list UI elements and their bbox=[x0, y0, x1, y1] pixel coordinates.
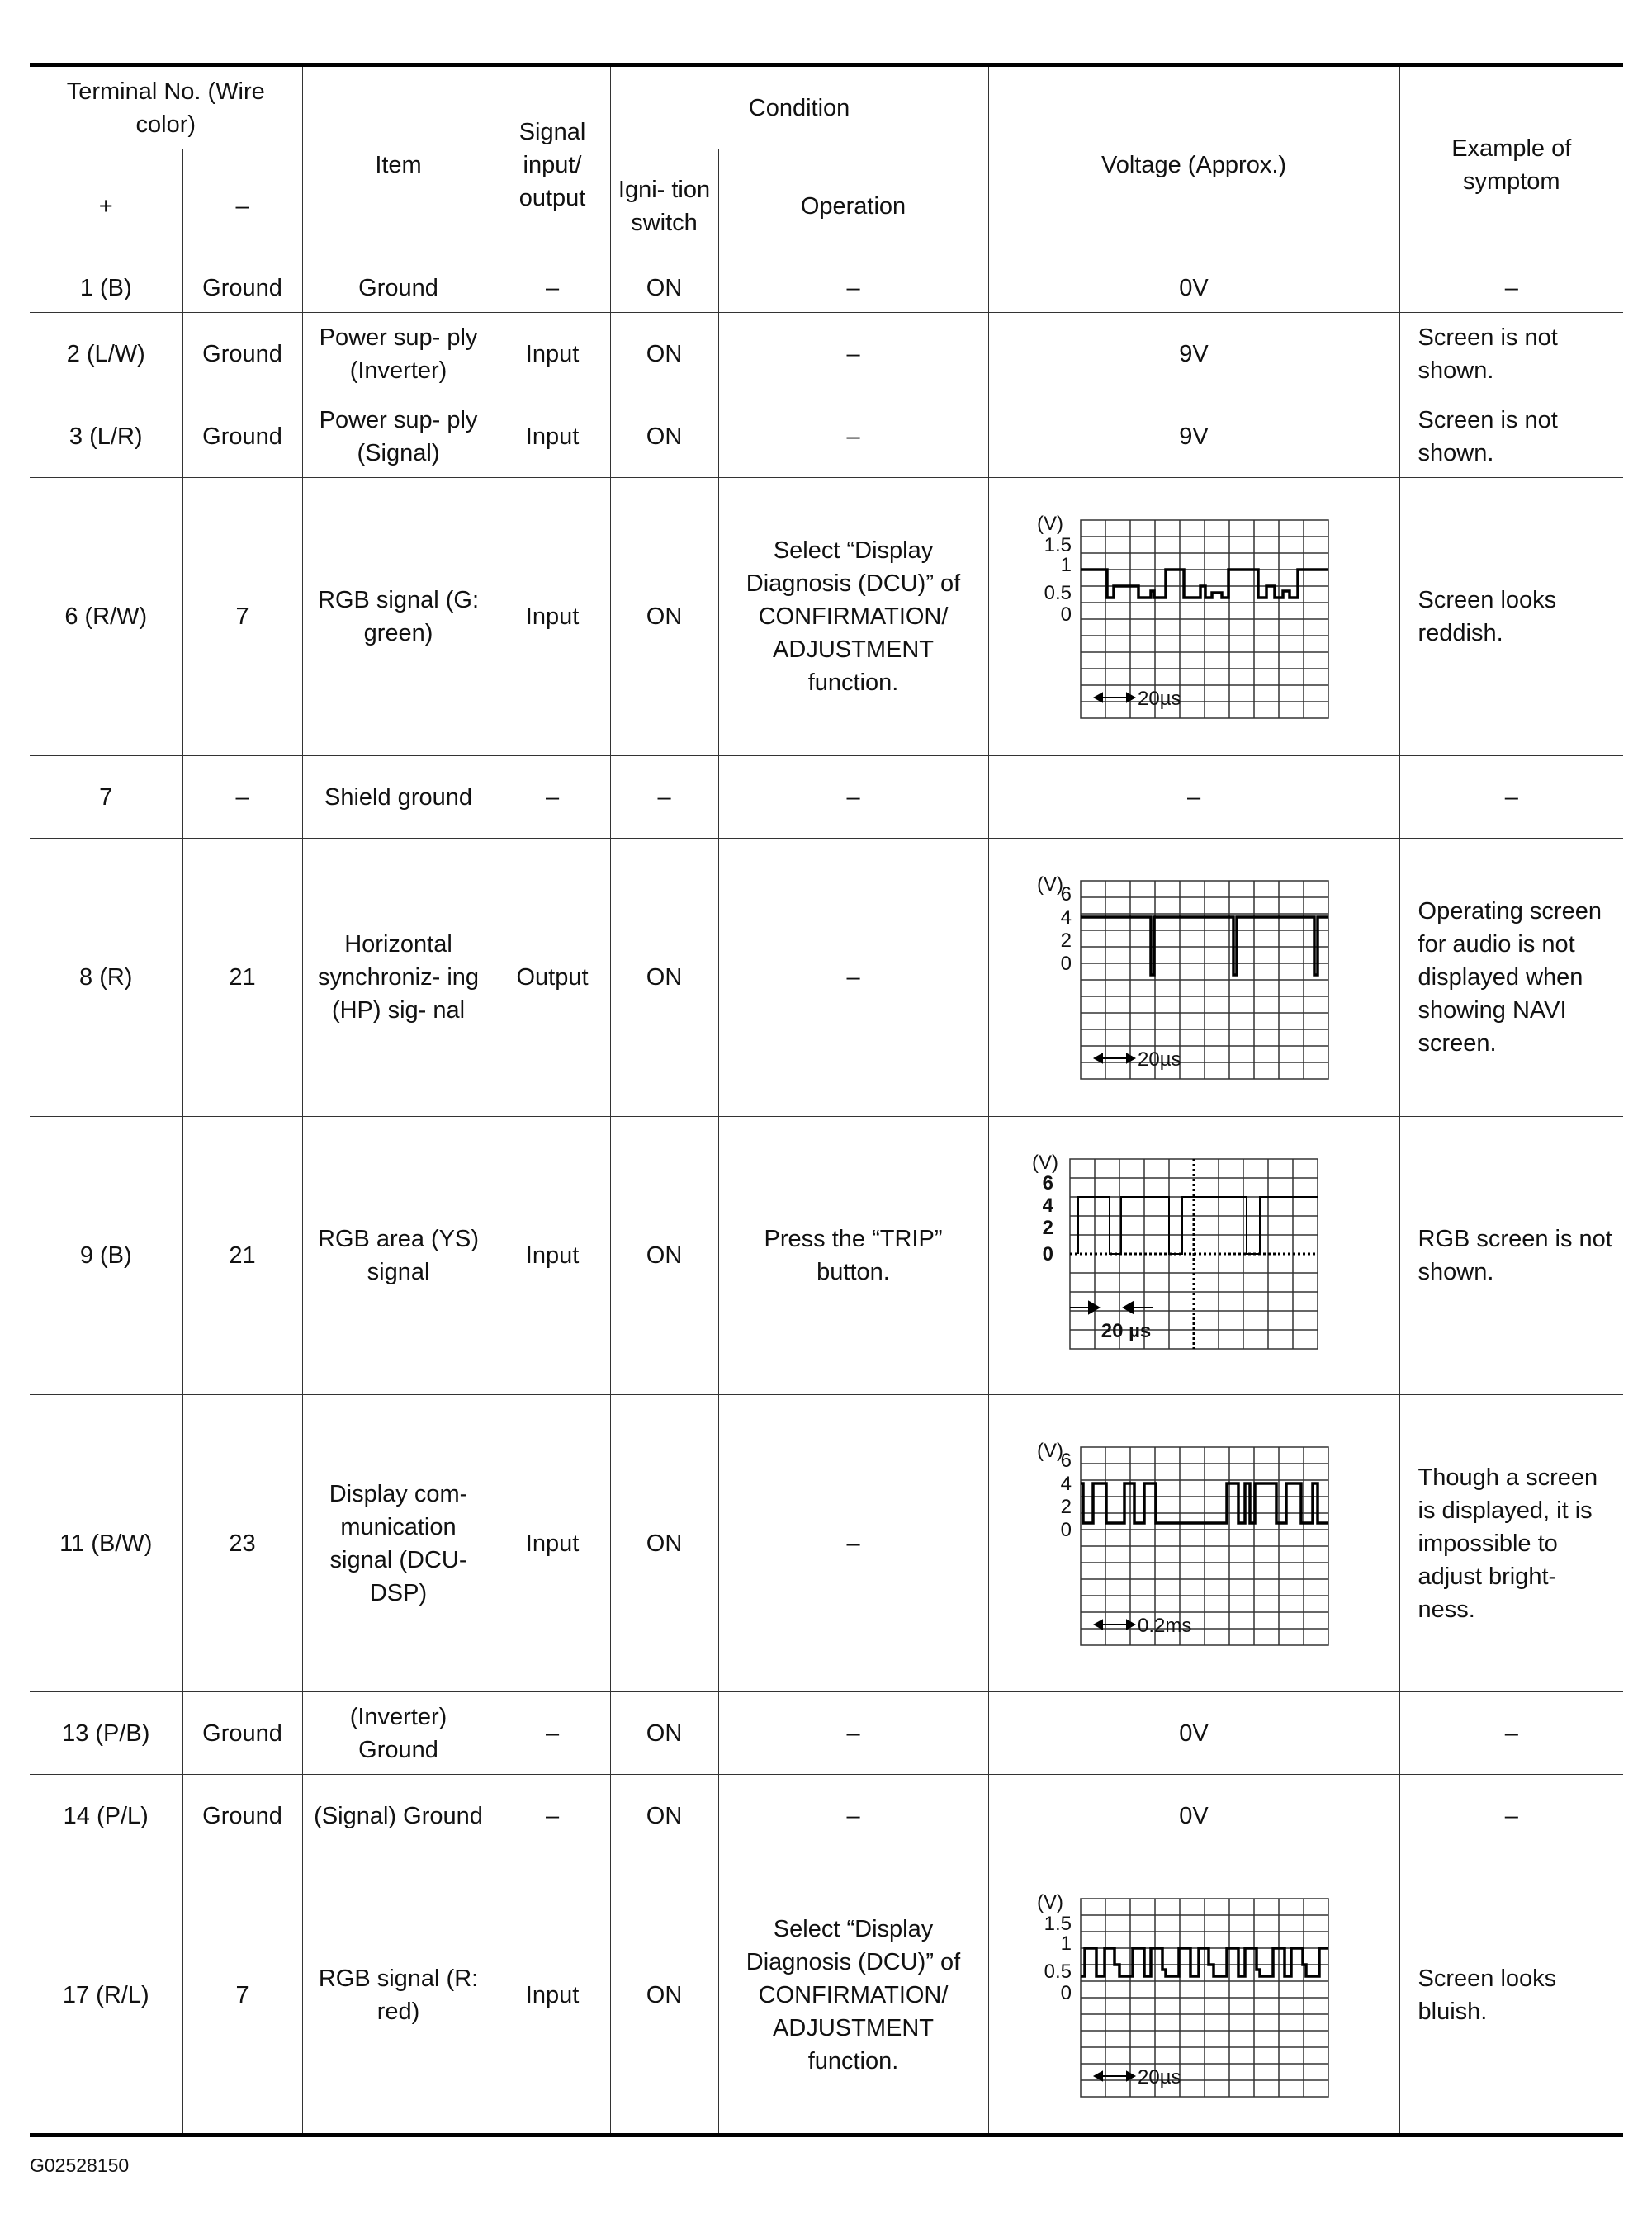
table-row bbox=[30, 1775, 1623, 1857]
scope-tick: 2 bbox=[1060, 930, 1072, 952]
ignition: ON bbox=[610, 478, 718, 756]
table-row bbox=[30, 1117, 1623, 1395]
header-item: Item bbox=[302, 65, 495, 263]
item: Horizontal synchroniz- ing (HP) sig- nal bbox=[302, 839, 495, 1117]
scope-tick: 1.5 bbox=[1044, 534, 1072, 556]
scope-tick: 6 bbox=[1060, 883, 1072, 906]
item: Power sup- ply (Signal) bbox=[302, 395, 495, 478]
terminal-plus: 6 (R/W) bbox=[30, 478, 182, 756]
item: (Inverter) Ground bbox=[302, 1692, 495, 1775]
operation: – bbox=[718, 263, 988, 313]
signal-io: Input bbox=[495, 1395, 610, 1692]
table-row bbox=[30, 1692, 1623, 1775]
signal-io: – bbox=[495, 1692, 610, 1775]
table-row bbox=[30, 839, 1623, 1117]
operation: Press the “TRIP” button. bbox=[718, 1117, 988, 1395]
scope-time-label: 20µs bbox=[1138, 688, 1181, 710]
figure-code: G02528150 bbox=[30, 2155, 130, 2176]
signal-io: Input bbox=[495, 395, 610, 478]
operation: – bbox=[718, 839, 988, 1117]
scope-tick: 1 bbox=[1060, 1932, 1072, 1955]
operation: – bbox=[718, 1395, 988, 1692]
scope-tick: 4 bbox=[1060, 1472, 1072, 1495]
ignition: ON bbox=[610, 1857, 718, 2136]
signal-io: Input bbox=[495, 313, 610, 395]
terminal-plus: 1 (B) bbox=[30, 263, 182, 313]
signal-io: – bbox=[495, 1775, 610, 1857]
scope-unit-label: (V) bbox=[1032, 1152, 1059, 1174]
scope-grid bbox=[1081, 1899, 1328, 2097]
oscilloscope-waveform-g-green bbox=[1029, 505, 1359, 728]
time-scale-arrow bbox=[1095, 1054, 1134, 1062]
voltage: 9V bbox=[988, 313, 1399, 395]
ignition: ON bbox=[610, 1117, 718, 1395]
scope-unit-label: (V) bbox=[1037, 1891, 1064, 1913]
signal-io: Input bbox=[495, 1117, 610, 1395]
header-plus: + bbox=[30, 149, 182, 263]
terminal-plus: 13 (P/B) bbox=[30, 1692, 182, 1775]
scope-tick: 4 bbox=[1042, 1194, 1054, 1217]
signal-io: Input bbox=[495, 1857, 610, 2136]
signal-io: Input bbox=[495, 478, 610, 756]
voltage-waveform-cell bbox=[988, 1857, 1399, 2136]
symptom: Screen is not shown. bbox=[1399, 395, 1623, 478]
table-row bbox=[30, 395, 1623, 478]
header-minus: – bbox=[182, 149, 302, 263]
table-row bbox=[30, 478, 1623, 756]
scope-time-label: 20 µs bbox=[1101, 1320, 1152, 1342]
scope-tick: 0 bbox=[1042, 1243, 1054, 1265]
item: RGB signal (G: green) bbox=[302, 478, 495, 756]
terminal-plus: 9 (B) bbox=[30, 1117, 182, 1395]
symptom: – bbox=[1399, 1775, 1623, 1857]
scope-tick: 4 bbox=[1060, 906, 1072, 929]
symptom: – bbox=[1399, 1692, 1623, 1775]
oscilloscope-waveform-dcu-dsp bbox=[1029, 1432, 1359, 1655]
terminal-minus: Ground bbox=[182, 1775, 302, 1857]
symptom: Screen is not shown. bbox=[1399, 313, 1623, 395]
header-voltage: Voltage (Approx.) bbox=[988, 65, 1399, 263]
operation: – bbox=[718, 1692, 988, 1775]
voltage-waveform-cell bbox=[988, 839, 1399, 1117]
table-row bbox=[30, 1857, 1623, 2136]
scope-unit-label: (V) bbox=[1037, 873, 1064, 896]
operation: Select “Display Diagnosis (DCU)” of CONFIRMATION/ ADJUSTMENT function. bbox=[718, 1857, 988, 2136]
voltage-waveform-cell bbox=[988, 1395, 1399, 1692]
voltage: – bbox=[988, 756, 1399, 839]
terminal-plus: 3 (L/R) bbox=[30, 395, 182, 478]
header-terminal: Terminal No. (Wire color) bbox=[30, 65, 302, 149]
scope-unit-label: (V) bbox=[1037, 1439, 1064, 1462]
table-row bbox=[30, 1395, 1623, 1692]
scope-tick: 0.5 bbox=[1044, 1961, 1072, 1983]
terminal-minus: Ground bbox=[182, 1692, 302, 1775]
voltage: 0V bbox=[988, 1775, 1399, 1857]
symptom: Though a screen is displayed, it is impossible to adjust bright- ness. bbox=[1399, 1395, 1623, 1692]
terminal-minus: 21 bbox=[182, 1117, 302, 1395]
ignition: ON bbox=[610, 263, 718, 313]
oscilloscope-waveform-hp bbox=[1029, 866, 1359, 1089]
header-condition: Condition bbox=[610, 65, 988, 149]
time-scale-arrow bbox=[1095, 2072, 1134, 2080]
ignition: ON bbox=[610, 1775, 718, 1857]
symptom: – bbox=[1399, 756, 1623, 839]
item: Display com- munication signal (DCU-DSP) bbox=[302, 1395, 495, 1692]
header-ignition-switch: Igni- tion switch bbox=[610, 149, 718, 263]
scope-tick: 1 bbox=[1060, 554, 1072, 576]
item: (Signal) Ground bbox=[302, 1775, 495, 1857]
voltage: 0V bbox=[988, 263, 1399, 313]
time-scale-arrow bbox=[1095, 1620, 1134, 1629]
item: Shield ground bbox=[302, 756, 495, 839]
item: RGB area (YS) signal bbox=[302, 1117, 495, 1395]
scope-tick: 0 bbox=[1060, 1518, 1072, 1541]
scope-tick: 6 bbox=[1060, 1449, 1072, 1472]
header-symptom: Example of symptom bbox=[1399, 65, 1623, 263]
ignition: ON bbox=[610, 395, 718, 478]
voltage-waveform-cell bbox=[988, 478, 1399, 756]
scope-time-label: 20µs bbox=[1138, 1048, 1181, 1071]
terminal-minus: Ground bbox=[182, 395, 302, 478]
voltage-waveform-cell bbox=[988, 1117, 1399, 1395]
scope-tick: 0.5 bbox=[1044, 582, 1072, 604]
table-row bbox=[30, 263, 1623, 313]
symptom: Screen looks reddish. bbox=[1399, 478, 1623, 756]
header-operation: Operation bbox=[718, 149, 988, 263]
terminal-minus: Ground bbox=[182, 313, 302, 395]
terminal-plus: 17 (R/L) bbox=[30, 1857, 182, 2136]
scope-tick: 0 bbox=[1060, 953, 1072, 975]
scope-tick: 0 bbox=[1060, 603, 1072, 626]
ignition: ON bbox=[610, 839, 718, 1117]
signal-io: Output bbox=[495, 839, 610, 1117]
symptom: RGB screen is not shown. bbox=[1399, 1117, 1623, 1395]
waveform-trace bbox=[1078, 1197, 1318, 1254]
operation: Select “Display Diagnosis (DCU)” of CONFIRMATION/ ADJUSTMENT function. bbox=[718, 478, 988, 756]
scope-tick: 2 bbox=[1042, 1217, 1054, 1239]
terminal-minus: – bbox=[182, 756, 302, 839]
operation: – bbox=[718, 395, 988, 478]
ignition: ON bbox=[610, 313, 718, 395]
terminal-plus: 14 (P/L) bbox=[30, 1775, 182, 1857]
terminal-minus: 21 bbox=[182, 839, 302, 1117]
terminal-spec-table bbox=[30, 63, 1623, 2137]
terminal-minus: 23 bbox=[182, 1395, 302, 1692]
oscilloscope-waveform-r-red bbox=[1029, 1884, 1359, 2107]
scope-grid bbox=[1081, 881, 1328, 1079]
ignition: ON bbox=[610, 1692, 718, 1775]
symptom: Screen looks bluish. bbox=[1399, 1857, 1623, 2136]
operation: – bbox=[718, 313, 988, 395]
terminal-plus: 7 bbox=[30, 756, 182, 839]
terminal-minus: Ground bbox=[182, 263, 302, 313]
operation: – bbox=[718, 756, 988, 839]
scope-grid bbox=[1081, 1447, 1328, 1645]
symptom: – bbox=[1399, 263, 1623, 313]
scope-tick: 2 bbox=[1060, 1495, 1072, 1518]
table-row bbox=[30, 756, 1623, 839]
time-scale-arrow bbox=[1070, 1302, 1153, 1313]
item: Ground bbox=[302, 263, 495, 313]
ignition: ON bbox=[610, 1395, 718, 1692]
scope-time-label: 20µs bbox=[1138, 2066, 1181, 2088]
scope-tick: 1.5 bbox=[1044, 1913, 1072, 1935]
item: RGB signal (R: red) bbox=[302, 1857, 495, 2136]
symptom: Operating screen for audio is not displayed when showing NAVI screen. bbox=[1399, 839, 1623, 1117]
oscilloscope-waveform-ys bbox=[1029, 1144, 1359, 1367]
scope-time-label: 0.2ms bbox=[1138, 1614, 1192, 1637]
scope-tick: 6 bbox=[1042, 1172, 1054, 1194]
scope-unit-label: (V) bbox=[1037, 513, 1064, 535]
connector-terminal-table-sheet bbox=[30, 63, 1623, 2137]
voltage: 9V bbox=[988, 395, 1399, 478]
table-row bbox=[30, 313, 1623, 395]
terminal-minus: 7 bbox=[182, 1857, 302, 2136]
voltage: 0V bbox=[988, 1692, 1399, 1775]
terminal-plus: 2 (L/W) bbox=[30, 313, 182, 395]
signal-io: – bbox=[495, 756, 610, 839]
time-scale-arrow bbox=[1095, 693, 1134, 702]
terminal-plus: 8 (R) bbox=[30, 839, 182, 1117]
ignition: – bbox=[610, 756, 718, 839]
operation: – bbox=[718, 1775, 988, 1857]
terminal-minus: 7 bbox=[182, 478, 302, 756]
scope-tick: 0 bbox=[1060, 1982, 1072, 2004]
item: Power sup- ply (Inverter) bbox=[302, 313, 495, 395]
scope-grid bbox=[1081, 520, 1328, 718]
header-signal-io: Signal input/ output bbox=[495, 65, 610, 263]
terminal-plus: 11 (B/W) bbox=[30, 1395, 182, 1692]
signal-io: – bbox=[495, 263, 610, 313]
